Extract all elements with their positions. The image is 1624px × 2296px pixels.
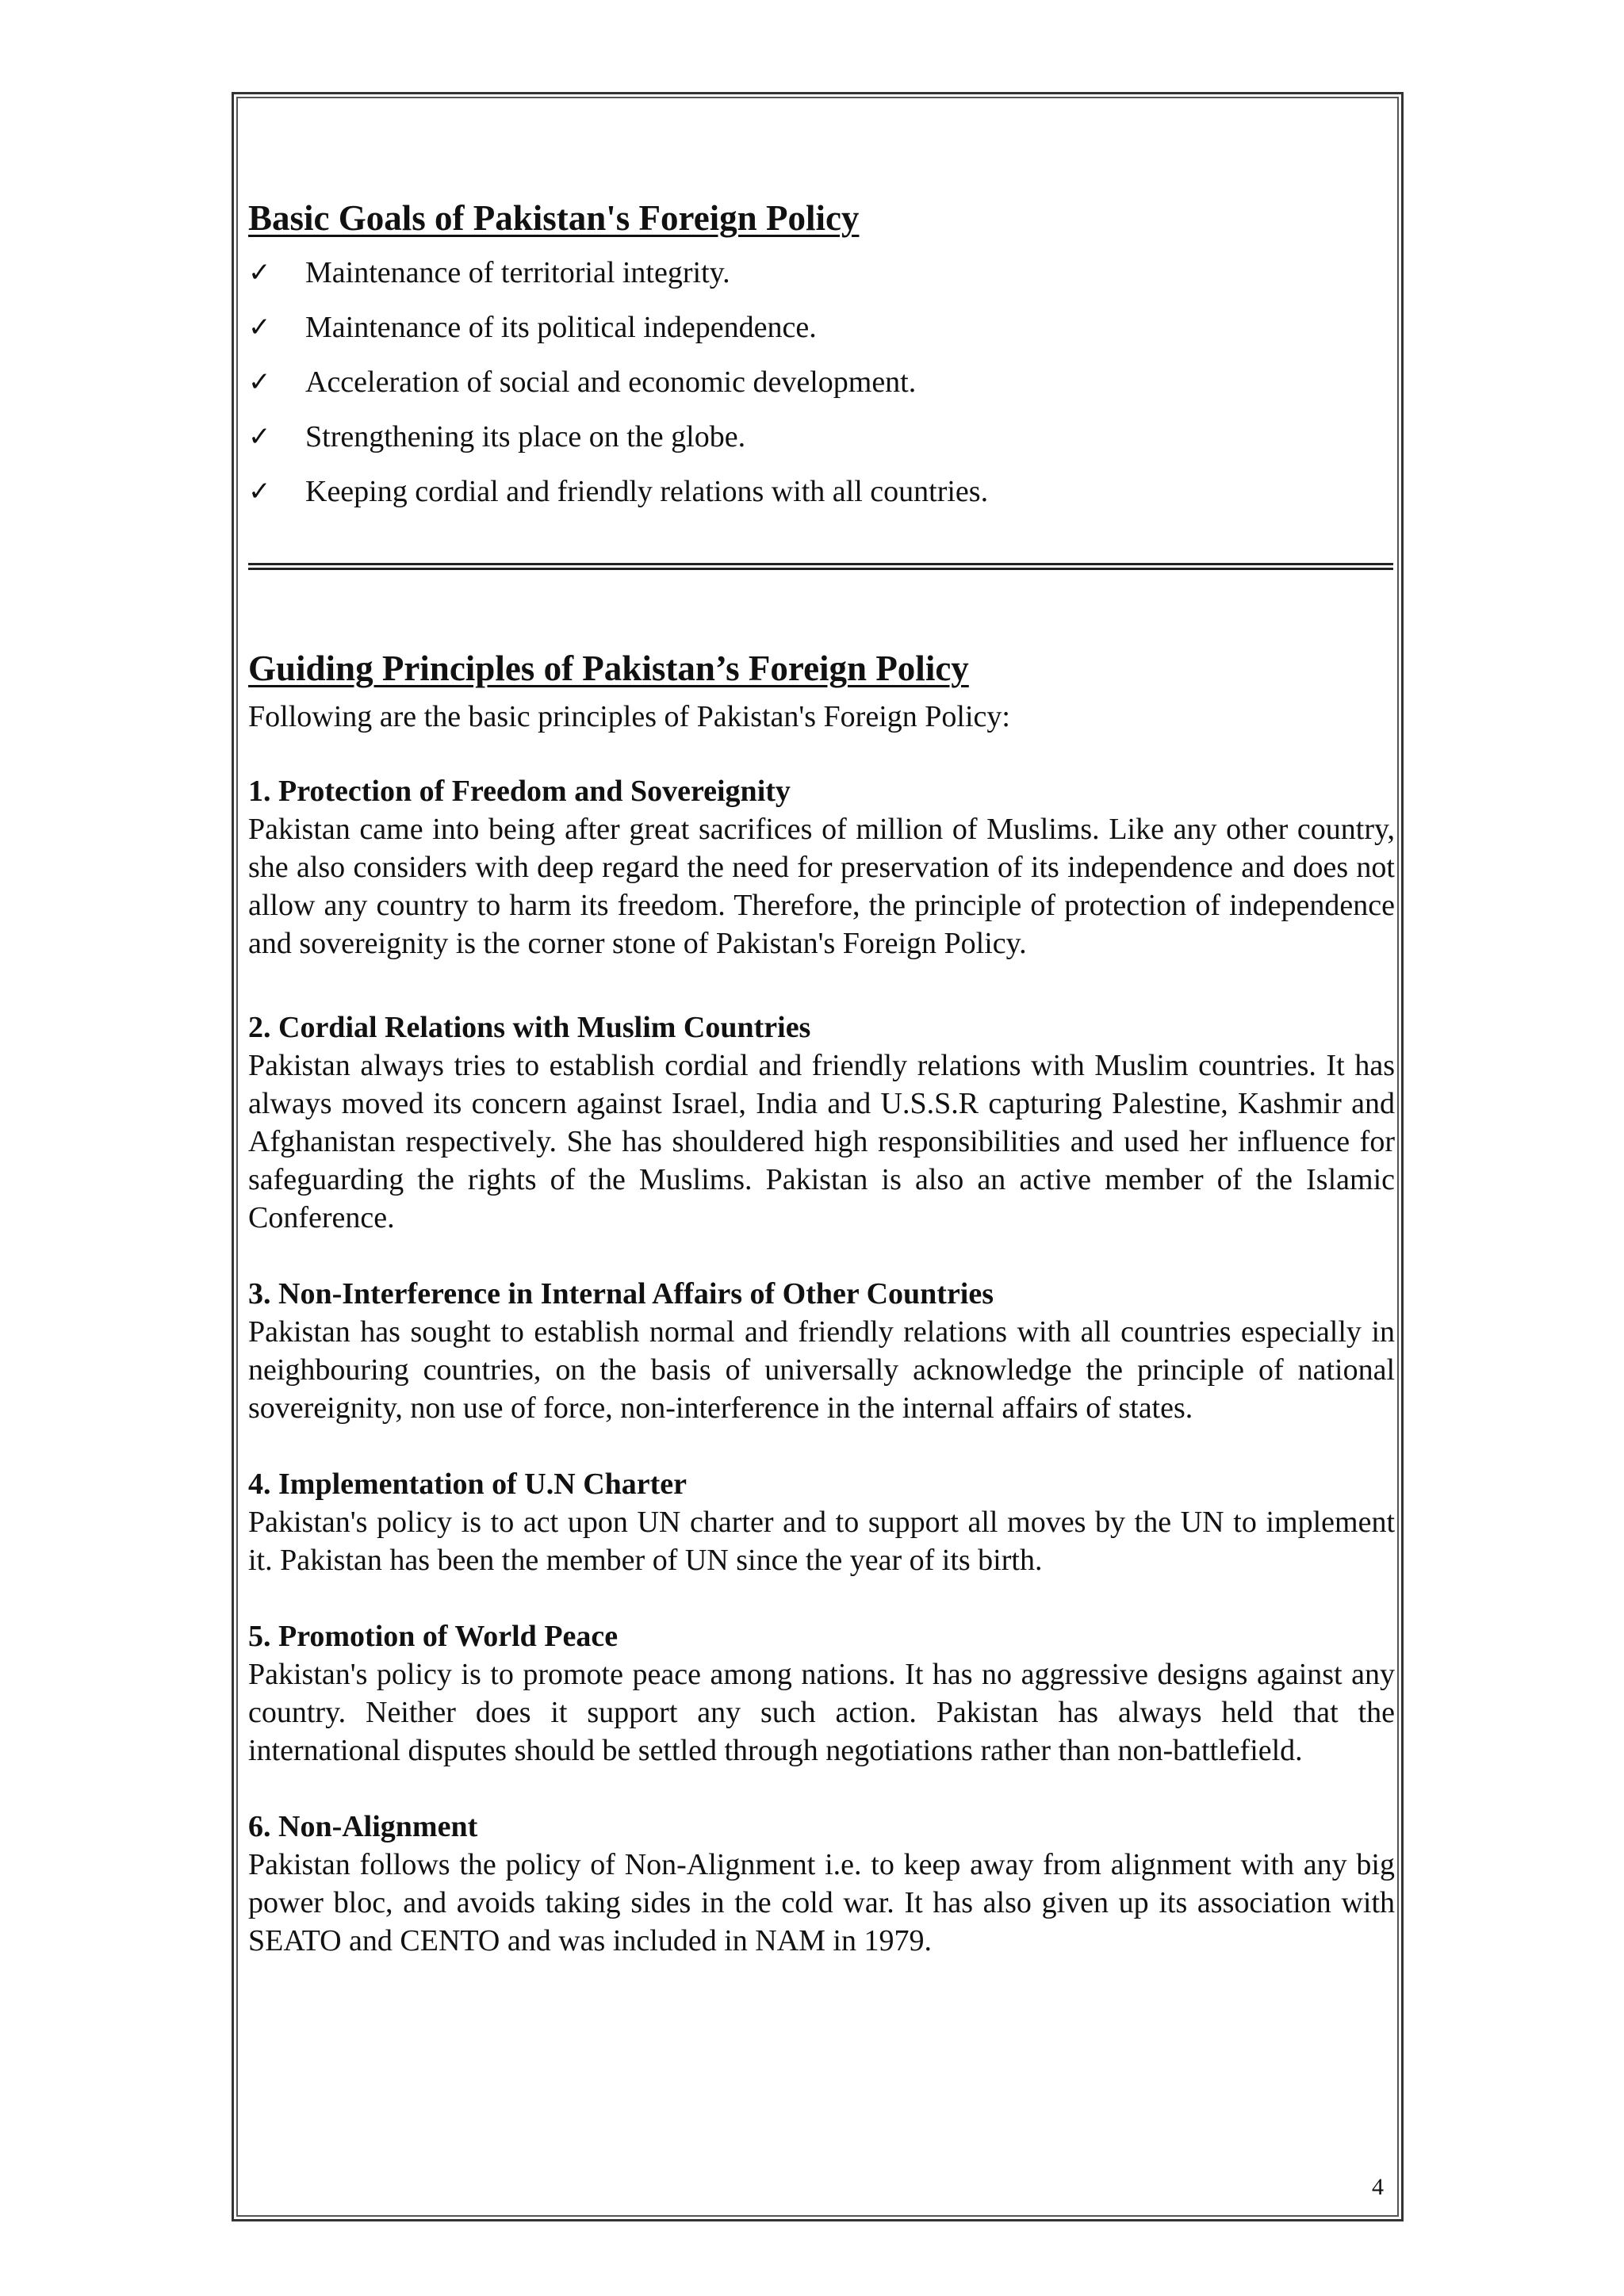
list-item: ✓ Maintenance of territorial integrity. xyxy=(248,246,1395,300)
goals-section xyxy=(248,190,1395,519)
principle-body: Pakistan came into being after great sacrifices of million of Muslims. Like any other country, she also considers with deep regard the need for preservation of its independence and does not allow any country to harm its freedom. Therefore, the principle of protection of independence and sovereignity is the corner stone of Pakistan's Foreign Policy. xyxy=(248,813,1395,960)
principle-title: 3. Non-Interference in Internal Affairs of Other Countries xyxy=(248,1277,994,1311)
page-number: 4 xyxy=(1372,2174,1384,2200)
list-item: ✓ Acceleration of social and economic development. xyxy=(248,355,1395,410)
principle-section xyxy=(248,1808,1395,1960)
checkmark-icon: ✓ xyxy=(248,476,271,507)
principle-title: 2. Cordial Relations with Muslim Countries xyxy=(248,1011,811,1044)
list-item: ✓ Strengthening its place on the globe. xyxy=(248,410,1395,465)
principle-section xyxy=(248,772,1395,962)
principle-title: 6. Non-Alignment xyxy=(248,1810,478,1843)
principle-section xyxy=(248,1008,1395,1237)
principles-section xyxy=(248,641,1395,1960)
principles-intro: Following are the basic principles of Pakistan's Foreign Policy: xyxy=(248,700,1010,733)
principle-body: Pakistan has sought to establish normal and friendly relations with all countries especially in neighbouring countries, on the basis of universally acknowledge the principle of national sovereignity, non use of force, non-interference in the internal affairs of states. xyxy=(248,1315,1395,1425)
checkmark-icon: ✓ xyxy=(248,366,271,398)
principle-title: 4. Implementation of U.N Charter xyxy=(248,1468,688,1501)
principle-section xyxy=(248,1465,1395,1579)
principle-section xyxy=(248,1275,1395,1427)
principle-title: 5. Promotion of World Peace xyxy=(248,1620,619,1653)
principle-body: Pakistan's policy is to promote peace among nations. It has no aggressive designs against any country. Neither does it support any such action. Pakistan has always held that the international disputes should be settled through negotiations rather than non-battlefield. xyxy=(248,1658,1395,1767)
list-item: ✓ Keeping cordial and friendly relations with all countries. xyxy=(248,465,1395,519)
principle-title: 1. Protection of Freedom and Sovereignity xyxy=(248,775,791,808)
checkmark-icon: ✓ xyxy=(248,421,271,453)
checkmark-icon: ✓ xyxy=(248,312,271,343)
principle-body: Pakistan's policy is to act upon UN charter and to support all moves by the UN to implement it. Pakistan has been the member of UN since the year of its birth. xyxy=(248,1506,1395,1577)
principle-body: Pakistan follows the policy of Non-Alignment i.e. to keep away from alignment with any big power bloc, and avoids taking sides in the cold war. It has also given up its association with SEATO and CENTO and was included in NAM in 1979. xyxy=(248,1848,1395,1957)
principle-section xyxy=(248,1617,1395,1770)
principle-body: Pakistan always tries to establish cordial and friendly relations with Muslim countries. It has always moved its concern against Israel, India and U.S.S.R capturing Palestine, Kashmir and Afghanistan respectively. She has shouldered high responsibilities and used her influence for safeguarding the rights of the Muslims. Pakistan is also an active member of the Islamic Conference. xyxy=(248,1049,1395,1234)
list-item: ✓ Maintenance of its political independence. xyxy=(248,300,1395,355)
goals-heading: Basic Goals of Pakistan's Foreign Policy xyxy=(248,198,860,238)
double-divider xyxy=(248,563,1393,570)
checkmark-icon: ✓ xyxy=(248,257,271,289)
principles-heading: Guiding Principles of Pakistan’s Foreign Policy xyxy=(248,649,969,688)
goals-list xyxy=(248,246,1395,519)
